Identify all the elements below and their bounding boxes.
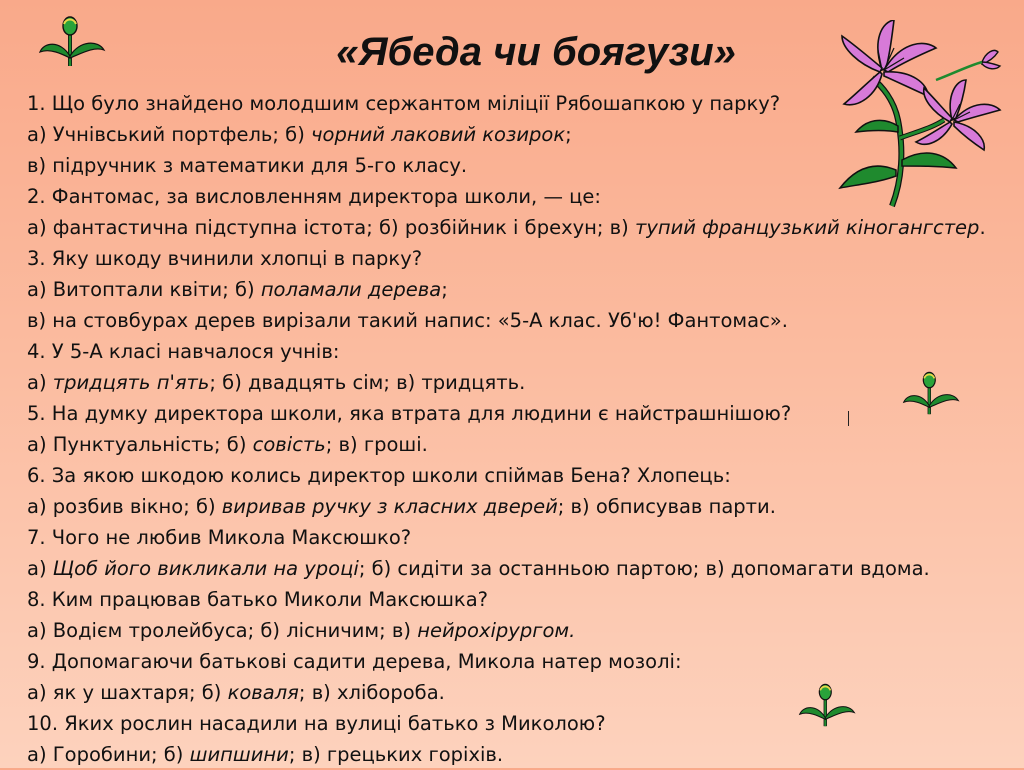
text-segment: ; в) хлібороба.: [298, 681, 445, 704]
text-segment: 8. Ким працював батько Миколи Максюшка?: [27, 588, 489, 611]
text-segment: а): [27, 557, 53, 580]
text-segment: 5. На думку директора школи, яка втрата для людини є найстрашнішою?: [27, 402, 792, 425]
quiz-line: [27, 677, 1024, 708]
text-segment: 10. Яких рослин насадили на вулиці батько з Миколою?: [27, 712, 606, 735]
sprout-icon: [902, 366, 960, 418]
page-title: «Ябеда чи боягузи»: [336, 30, 736, 74]
text-segment: 4. У 5-А класі навчалося учнів:: [27, 340, 340, 363]
text-segment: ; б) сидіти за останньою партою; в) допомагати вдома.: [358, 557, 930, 580]
text-segment: а) Водієм тролейбуса; б) лісничим; в): [27, 619, 418, 642]
quiz-line: [27, 367, 1024, 398]
text-segment: а) Пунктуальність; б): [27, 433, 253, 456]
quiz-line: [27, 615, 1024, 646]
quiz-line: [27, 274, 1024, 305]
text-segment: ; б) двадцять сім; в) тридцять.: [209, 371, 526, 394]
quiz-line: [27, 398, 1024, 429]
answer-highlight: шипшини: [189, 743, 289, 766]
text-segment: в) підручник з математики для 5-го класу.: [27, 154, 468, 177]
quiz-line: [27, 212, 1024, 243]
text-segment: .: [979, 216, 986, 239]
text-segment: в) на стовбурах дерев вирізали такий напис: «5-А клас. Уб'ю! Фантомас».: [27, 309, 788, 332]
quiz-line: [27, 429, 1024, 460]
answer-highlight: виривав ручку з класних дверей: [221, 495, 558, 518]
text-segment: 1. Що було знайдено молодшим сержантом міліції Рябошапкою у парку?: [27, 92, 781, 115]
text-segment: а) як у шахтаря; б): [27, 681, 228, 704]
quiz-line: [27, 491, 1024, 522]
quiz-line: [27, 336, 1024, 367]
quiz-line: [27, 584, 1024, 615]
text-segment: ; в) гроші.: [325, 433, 428, 456]
quiz-line: [27, 522, 1024, 553]
quiz-line: [27, 708, 1024, 739]
answer-highlight: тридцять п'ять: [52, 371, 210, 394]
answer-highlight: совість: [252, 433, 326, 456]
answer-highlight: чорний лаковий козирок: [311, 123, 566, 146]
answer-highlight: тупий французький кіногангстер: [634, 216, 980, 239]
sprout-icon: [798, 678, 856, 730]
text-segment: а) Витоптали квіти; б): [27, 278, 261, 301]
answer-highlight: поламали дерева: [260, 278, 442, 301]
quiz-line: [27, 739, 1024, 770]
text-segment: 2. Фантомас, за висловленням директора школи, — це:: [27, 185, 601, 208]
answer-highlight: коваля: [227, 681, 299, 704]
text-segment: а): [27, 371, 53, 394]
quiz-line: [27, 305, 1024, 336]
text-segment: ; в) обписував парти.: [557, 495, 776, 518]
answer-highlight: нейрохірургом.: [417, 619, 576, 642]
text-segment: 3. Яку шкоду вчинили хлопці в парку?: [27, 247, 423, 270]
text-segment: 7. Чого не любив Микола Максюшко?: [27, 526, 412, 549]
text-segment: ; в) грецьких горіхів.: [288, 743, 504, 766]
text-segment: ;: [565, 123, 572, 146]
quiz-line: [27, 243, 1024, 274]
text-segment: а) Учнівський портфель; б): [27, 123, 311, 146]
answer-highlight: Щоб його викликали на уроці: [52, 557, 359, 580]
quiz-line: [27, 553, 1024, 584]
text-segment: а) фантастична підступна істота; б) розбійник і брехун; в): [27, 216, 635, 239]
lily-flower-icon: [832, 20, 1004, 210]
text-segment: 6. За якою шкодою колись директор школи спіймав Бена? Хлопець:: [27, 464, 731, 487]
sprout-icon: [38, 12, 106, 68]
text-cursor: [848, 411, 849, 426]
text-segment: а) розбив вікно; б): [27, 495, 222, 518]
text-segment: ;: [441, 278, 448, 301]
text-segment: а) Горобини; б): [27, 743, 190, 766]
quiz-line: [27, 646, 1024, 677]
quiz-line: [27, 460, 1024, 491]
text-segment: 9. Допомагаючи батькові садити дерева, Микола натер мозолі:: [27, 650, 682, 673]
